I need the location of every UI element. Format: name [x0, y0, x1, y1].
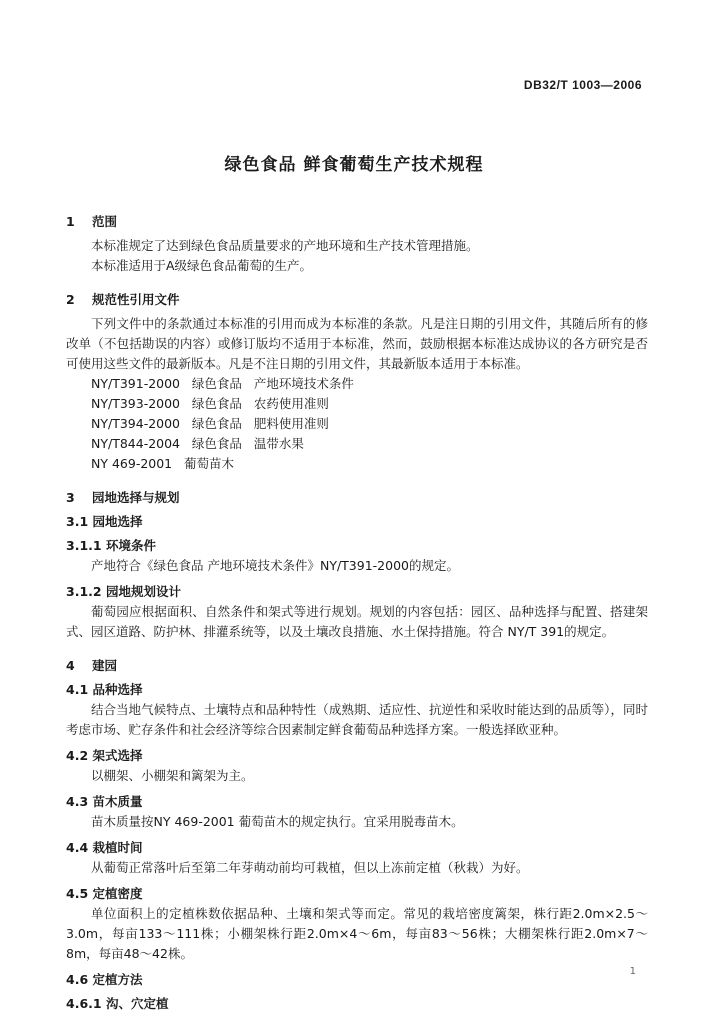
subsection-title: 定植方法 — [92, 972, 143, 987]
section-title: 规范性引用文件 — [92, 292, 180, 307]
subsection-title: 园地选择 — [92, 514, 143, 529]
section-2-heading — [66, 290, 648, 308]
document-title: 绿色食品 鲜食葡萄生产技术规程 — [224, 155, 484, 175]
subsection-4-5-heading — [66, 884, 648, 902]
standard-number: DB32/T 1003—2006 — [523, 78, 642, 92]
subsection-4-2-heading — [66, 746, 648, 764]
subsection-title: 园地规划设计 — [105, 584, 181, 599]
subsection-title: 品种选择 — [92, 682, 143, 697]
section-2-para-1: 下列文件中的条款通过本标准的引用而成为本标准的条款。凡是注日期的引用文件，其随后所有的修改单（不包括勘误的内容）或修订版均不适用于本标准，然而，鼓励根据本标准达成协议的各方研究是否可使用这些文件的最新版本。凡是不注日期的引用文件，其最新版本适用于本标准。 — [66, 316, 648, 371]
section-1-para-2: 本标准适用于A级绿色食品葡萄的生产。 — [91, 258, 313, 273]
subsection-number: 4.2 — [66, 748, 89, 763]
subsection-title: 环境条件 — [105, 538, 156, 553]
subsection-number: 3.1 — [66, 514, 89, 529]
subsection-4-6-1-heading — [66, 994, 648, 1012]
subsection-number: 4.1 — [66, 682, 89, 697]
section-4-heading — [66, 656, 648, 674]
section-3-heading — [66, 488, 648, 506]
subsection-number: 4.5 — [66, 886, 89, 901]
subsection-title: 定植密度 — [92, 886, 143, 901]
section-number: 3 — [66, 490, 75, 505]
subsection-4-3-para: 苗木质量按NY 469-2001 葡萄苗木的规定执行。宜采用脱毒苗木。 — [91, 814, 464, 829]
reference-item: NY/T393-2000 绿色食品 农药使用准则 — [91, 396, 329, 411]
subsection-3-1-1-heading — [66, 536, 648, 554]
document-body — [66, 212, 648, 1014]
reference-item: NY 469-2001 葡萄苗木 — [91, 456, 235, 471]
subsection-4-4-para: 从葡萄正常落叶后至第二年芽萌动前均可栽植，但以上冻前定植（秋栽）为好。 — [91, 860, 529, 875]
section-title: 建园 — [92, 658, 118, 673]
subsection-4-1-heading — [66, 680, 648, 698]
reference-item: NY/T844-2004 绿色食品 温带水果 — [91, 436, 304, 451]
section-number: 1 — [66, 214, 75, 229]
subsection-title: 沟、穴定植 — [105, 996, 169, 1011]
subsection-3-1-heading — [66, 512, 648, 530]
section-number: 4 — [66, 658, 75, 673]
page-number: 1 — [629, 966, 636, 977]
section-1-para-1: 本标准规定了达到绿色食品质量要求的产地环境和生产技术管理措施。 — [91, 238, 479, 253]
subsection-number: 4.3 — [66, 794, 89, 809]
section-title: 范围 — [92, 214, 118, 229]
subsection-4-6-heading — [66, 970, 648, 988]
section-number: 2 — [66, 292, 75, 307]
subsection-4-2-para: 以棚架、小棚架和篱架为主。 — [91, 768, 254, 783]
subsection-4-4-heading — [66, 838, 648, 856]
section-1-heading — [66, 212, 648, 230]
subsection-title: 苗木质量 — [92, 794, 143, 809]
subsection-3-1-2-para: 葡萄园应根据面积、自然条件和架式等进行规划。规划的内容包括：园区、品种选择与配置、搭建架式、园区道路、防护林、排灌系统等，以及土壤改良措施、水土保持措施。符合 NY/T 391的规定。 — [66, 604, 648, 639]
subsection-number: 3.1.1 — [66, 538, 102, 553]
subsection-number: 4.6.1 — [66, 996, 102, 1011]
subsection-4-1-para: 结合当地气候特点、土壤特点和品种特性（成熟期、适应性、抗逆性和采收时能达到的品质等），同时考虑市场、贮存条件和社会经济等综合因素制定鲜食葡萄品种选择方案。一般选择欧亚种。 — [66, 702, 648, 737]
subsection-4-5-para: 单位面积上的定植株数依据品种、土壤和架式等而定。常见的栽培密度篱架，株行距2.0m×2.5～3.0m，每亩133～111株；小棚架株行距2.0m×4～6m，每亩83～56株；大棚架株行距2.0m×7～8m，每亩48～42株。 — [66, 906, 648, 961]
subsection-number: 4.4 — [66, 840, 89, 855]
reference-item: NY/T394-2000 绿色食品 肥料使用准则 — [91, 416, 329, 431]
subsection-4-3-heading — [66, 792, 648, 810]
subsection-number: 4.6 — [66, 972, 89, 987]
reference-item: NY/T391-2000 绿色食品 产地环境技术条件 — [91, 376, 354, 391]
subsection-title: 架式选择 — [92, 748, 143, 763]
subsection-number: 3.1.2 — [66, 584, 102, 599]
subsection-3-1-1-para: 产地符合《绿色食品 产地环境技术条件》NY/T391-2000的规定。 — [91, 558, 459, 573]
section-title: 园地选择与规划 — [92, 490, 180, 505]
subsection-title: 栽植时间 — [92, 840, 143, 855]
subsection-3-1-2-heading — [66, 582, 648, 600]
